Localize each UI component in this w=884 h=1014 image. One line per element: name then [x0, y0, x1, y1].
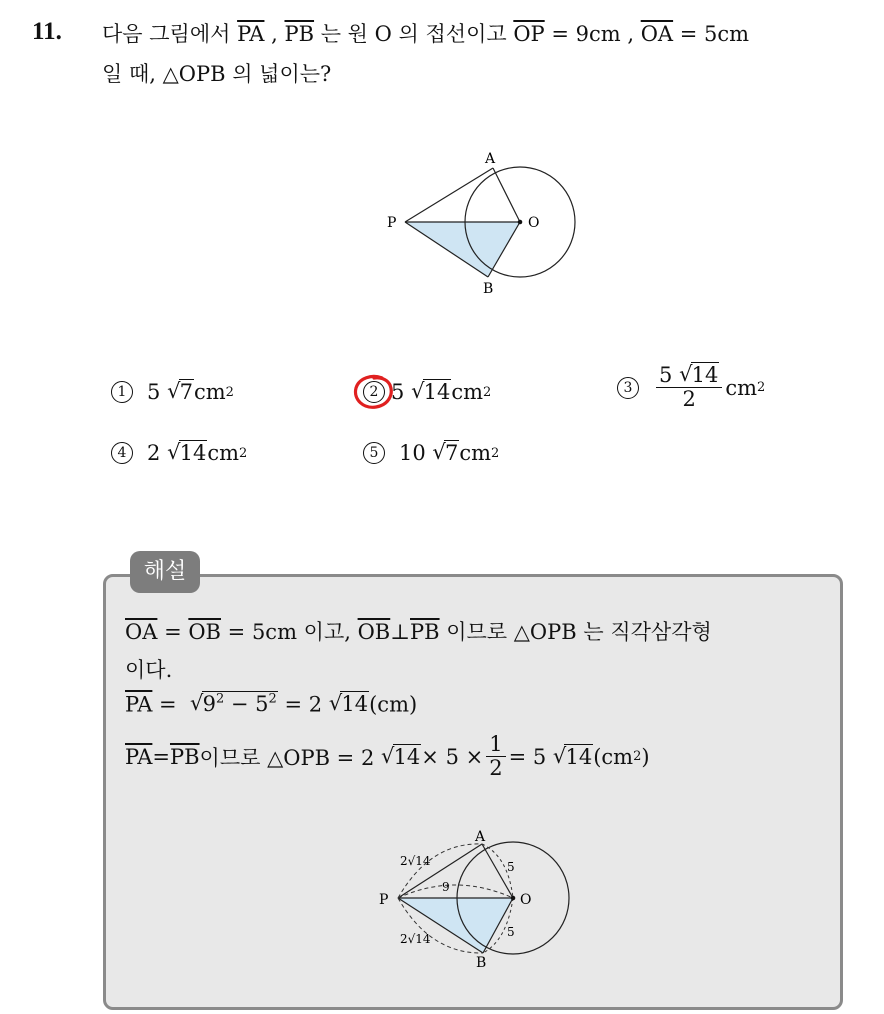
label-p: P	[387, 215, 397, 231]
sol-text: 이므로 △OPB 는 직각삼각형	[439, 620, 712, 644]
question-figure	[370, 145, 590, 295]
solution-line-1	[125, 616, 712, 646]
sol-exp: 2	[268, 692, 277, 707]
question-line-2: 일 때, △OPB 의 넓이는?	[102, 62, 332, 86]
solution-line-4	[125, 733, 650, 780]
choice-unit: cm	[451, 380, 484, 404]
solution-line-3	[125, 692, 417, 716]
sol-text: × 5 ×	[421, 744, 484, 769]
choice-4[interactable]	[111, 441, 247, 465]
segment-pa: $\overline{PA}$	[125, 692, 153, 717]
choice-radicand: 7	[444, 441, 459, 465]
choice-unit: cm	[459, 441, 492, 465]
label-b: B	[476, 955, 487, 971]
center-dot	[511, 896, 516, 901]
choice-coef: 10	[399, 441, 426, 465]
label-oa-length: 5	[507, 860, 515, 874]
perp-symbol: ⊥	[390, 620, 410, 644]
sol-text: = 5	[508, 744, 547, 769]
label-o: O	[528, 215, 540, 231]
choice-number: 1	[111, 381, 133, 403]
segment-oa: $\overline{OA}$	[640, 22, 674, 46]
label-p: P	[379, 892, 389, 908]
frac-den: 2	[489, 756, 503, 781]
choice-number: 3	[617, 377, 639, 399]
q-text: = 5cm	[673, 22, 750, 46]
segment-pa: $\overline{PA}$	[237, 22, 265, 46]
sol-num: 9	[202, 692, 216, 717]
radius-oa	[493, 168, 520, 222]
choice-exp: 2	[225, 384, 234, 400]
sol-num: 5	[255, 692, 269, 717]
question-number: 11.	[32, 18, 62, 45]
segment-pa: $\overline{PA}$	[125, 744, 153, 769]
choice-exp: 2	[491, 445, 500, 461]
label-a: A	[475, 829, 486, 845]
choice-denominator: 2	[682, 387, 696, 412]
tangent-pa	[398, 844, 482, 898]
frac-num: 1	[486, 733, 505, 757]
sol-radicand: 14	[565, 744, 593, 769]
choice-exp: 2	[483, 384, 492, 400]
sol-text: −	[224, 692, 256, 717]
sol-exp: 2	[633, 749, 642, 765]
q-text: 다음 그림에서	[102, 22, 238, 46]
sol-fraction	[486, 733, 505, 780]
sol-unit: (cm)	[369, 692, 418, 717]
sol-radicand: 14	[341, 692, 369, 717]
choice-2[interactable]	[363, 380, 491, 404]
segment-pb: $\overline{PB}$	[284, 22, 315, 46]
q-text: 는 원 O 의 접선이고	[314, 22, 514, 46]
segment-op: $\overline{OP}$	[513, 22, 545, 46]
label-o: O	[520, 892, 532, 908]
choice-exp: 2	[757, 380, 766, 396]
label-pb-length: 2√14	[400, 932, 431, 946]
sol-exp: 2	[215, 692, 225, 707]
segment-pb: $\overline{PB}$	[169, 744, 200, 769]
sol-text: )	[641, 744, 650, 769]
choice-number: 4	[111, 442, 133, 464]
shaded-triangle	[405, 222, 520, 277]
label-po-length: 9	[442, 880, 450, 894]
choice-number: 2	[363, 381, 385, 403]
solution-line-2: 이다.	[125, 658, 173, 682]
sol-unit: (cm	[593, 744, 634, 769]
sol-text: =	[157, 620, 189, 644]
choice-coef: 5	[147, 380, 161, 404]
question-line-1	[102, 18, 749, 48]
choice-coef: 5	[659, 363, 673, 387]
sol-text: = 5cm 이고,	[221, 620, 358, 644]
choice-radicand: 14	[691, 363, 719, 387]
choice-unit: cm	[207, 441, 240, 465]
sol-text: =	[152, 692, 184, 717]
choice-coef: 2	[147, 441, 161, 465]
choice-exp: 2	[239, 445, 248, 461]
choice-fraction	[656, 364, 722, 411]
choice-unit: cm	[193, 380, 226, 404]
label-a: A	[485, 151, 496, 167]
choice-5[interactable]	[363, 441, 499, 465]
segment-ob: $\overline{OB}$	[357, 620, 391, 644]
segment-pb: $\overline{PB}$	[410, 620, 440, 644]
choice-coef: 5	[391, 380, 405, 404]
q-text: ,	[264, 22, 285, 46]
label-ob-length: 5	[507, 925, 515, 939]
label-b: B	[483, 281, 494, 295]
sol-text: = 2	[277, 692, 323, 717]
sol-text: 이므로 △OPB = 2	[199, 745, 375, 770]
choice-1[interactable]	[111, 380, 234, 404]
center-dot	[518, 220, 523, 225]
choice-3[interactable]	[617, 364, 765, 411]
tangent-pa	[405, 168, 493, 222]
solution-figure	[370, 828, 590, 973]
label-pa-length: 2√14	[400, 854, 431, 868]
sol-radicand: 14	[393, 744, 421, 769]
sol-text: =	[152, 744, 170, 769]
choice-radicand: 7	[179, 380, 193, 404]
segment-ob: $\overline{OB}$	[188, 620, 221, 644]
choice-radicand: 14	[423, 380, 451, 404]
choice-unit: cm	[725, 375, 758, 400]
choice-number: 5	[363, 442, 385, 464]
segment-oa: $\overline{OA}$	[125, 620, 158, 644]
solution-tag: 해설	[130, 551, 200, 593]
choice-radicand: 14	[179, 441, 207, 465]
q-text: = 9cm ,	[544, 22, 641, 46]
